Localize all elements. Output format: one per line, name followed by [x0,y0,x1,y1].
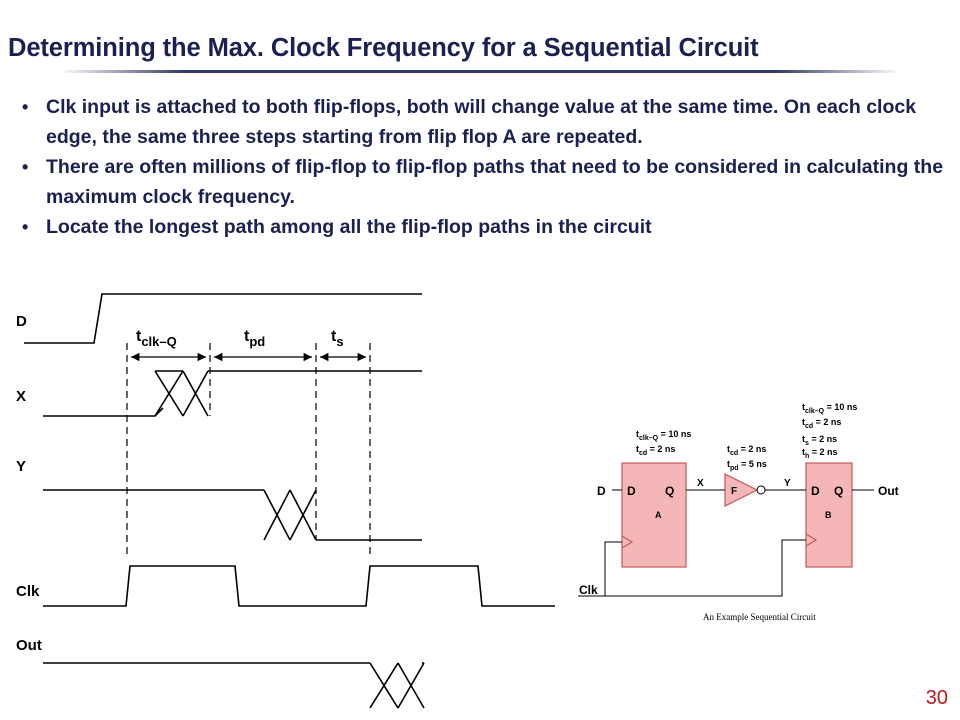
ff-b-name: B [825,510,832,520]
ff-b-param-cd: $t_{cd} = 2$ ns [802,417,842,430]
signal-label-y: Y [16,458,27,475]
net-label-clk: Clk [579,583,598,597]
ff-a-q-pin: Q [665,484,675,498]
schematic-caption: An Example Sequential Circuit [703,612,816,622]
signal-label-out: Out [16,637,42,654]
ff-b-q-pin: Q [834,484,844,498]
signal-label-clk: Clk [16,583,40,600]
ff-a-d-pin: D [627,484,636,498]
slide-title: Determining the Max. Clock Frequency for a Sequential Circuit [8,34,759,62]
page-number: 30 [925,687,948,709]
net-label-x: X [697,478,704,489]
ff-a-param-clkq: $t_{clk-Q} = 10$ ns [636,429,692,442]
interval-label-s: $t_s$ [331,328,344,349]
bullet-marker: • [22,97,29,117]
interval-label-clkq: $t_{clk-Q}$ [136,328,177,349]
interval-label-pd: $t_{pd}$ [244,328,266,349]
buffer-gate-f [725,474,757,506]
gate-param-cd: $t_{cd} = 2$ ns [727,444,767,457]
bullet-marker: • [22,157,29,177]
ff-b-param-h: $t_h = 2$ ns [802,447,838,460]
bullet-text: There are often millions of flip-flop to flip-flop paths that need to be considered in calculating the maximum clock frequency. [46,156,944,208]
bullet-marker: • [22,217,29,237]
ff-b-param-clkq: $t_{clk-Q} = 10$ ns [802,402,858,415]
wire-clk-main [578,540,806,596]
signal-label-d: D [16,313,27,330]
net-label-y: Y [784,478,791,489]
net-label-out: Out [878,484,899,498]
signal-label-x: X [16,388,27,405]
bullet-text: Locate the longest path among all the flip-flop paths in the circuit [46,216,652,238]
gate-param-pd: $t_{pd} = 5$ ns [727,459,767,472]
wire-clk-a [605,542,622,596]
ff-a-param-cd: $t_{cd} = 2$ ns [636,444,676,457]
buffer-bubble [757,486,765,494]
gate-f-name: F [731,486,738,497]
ff-a-name: A [655,510,662,520]
flip-flop-a [622,463,686,567]
net-label-d-in: D [597,484,606,498]
bullet-text: Clk input is attached to both flip-flops, both will change value at the same time. On each clock edge, the same three steps starting from flip flop A are repeated. [46,96,917,148]
ff-b-d-pin: D [811,484,820,498]
ff-b-param-s: $t_s = 2$ ns [802,434,838,447]
